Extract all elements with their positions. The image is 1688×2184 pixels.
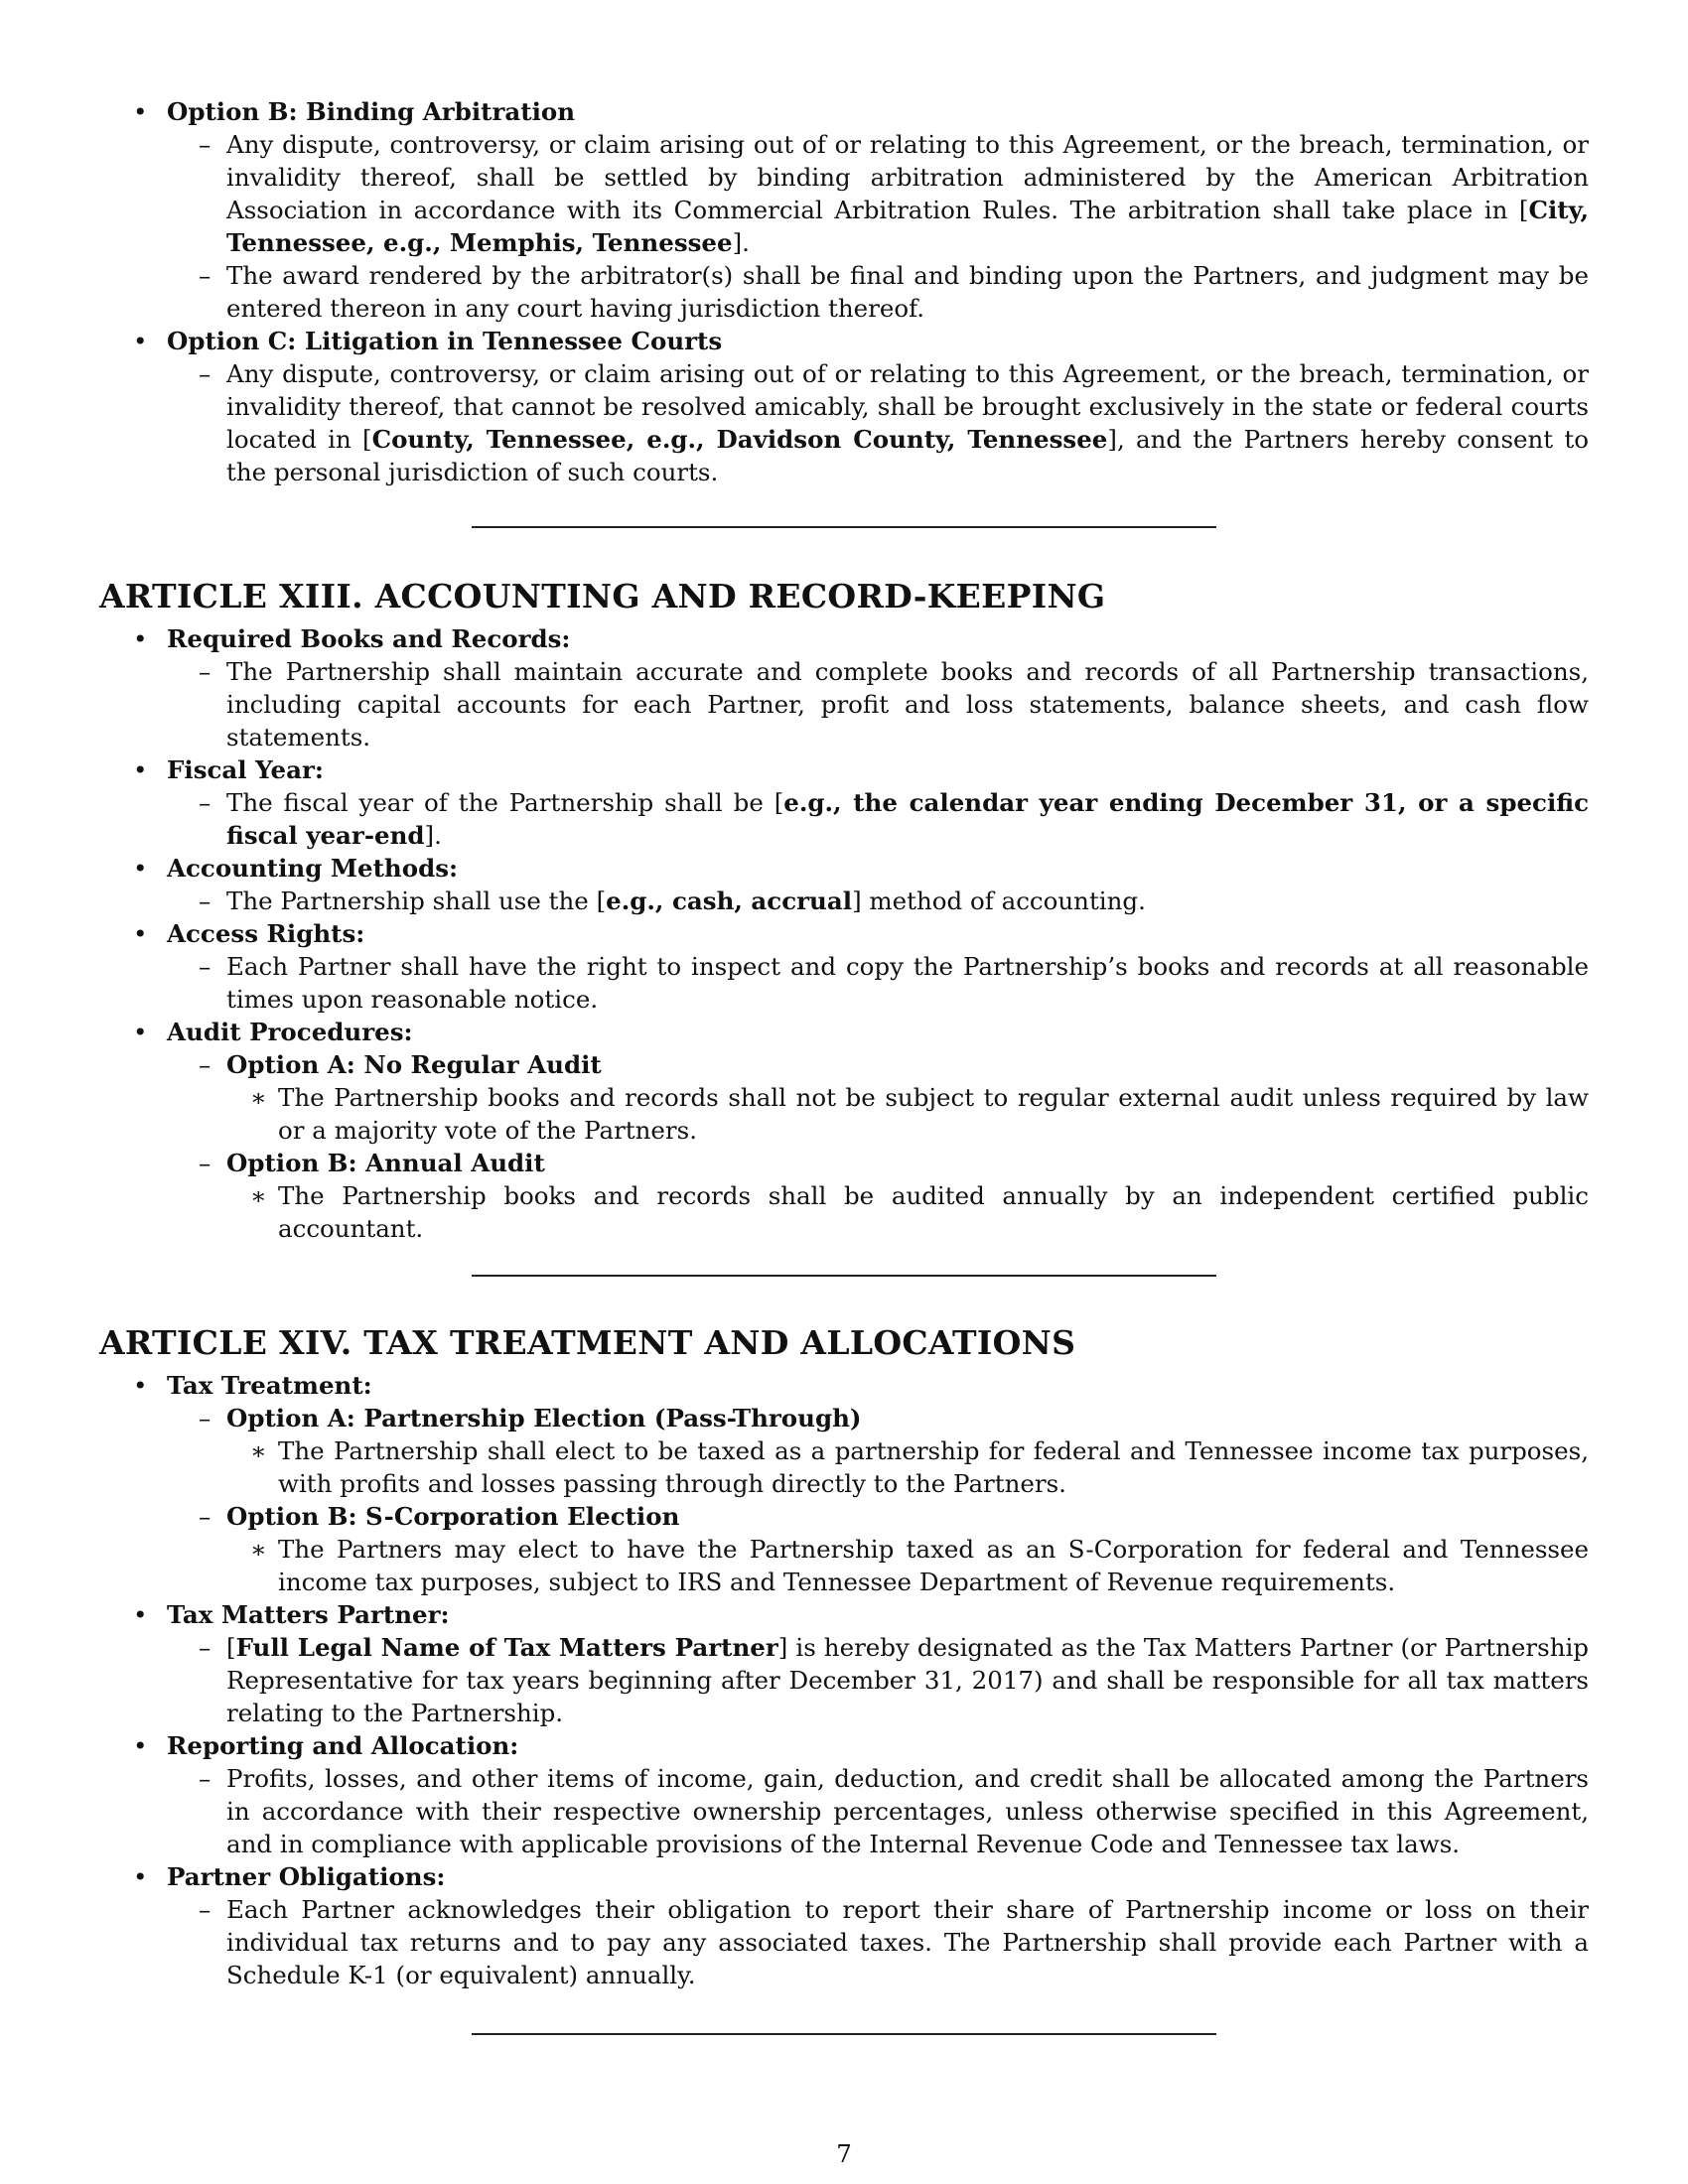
dash-marker: – [199,1895,211,1924]
bullet-marker: • [133,1371,148,1400]
item-title: Access Rights: [167,919,365,948]
dash-marker: – [199,1149,211,1177]
paragraph-text: Each Partner shall have the right to inspect and copy the Partnership’s books and records at all reasonable times upon reasonable notice. [226,952,1589,1014]
list-item [167,786,1589,852]
list-item [167,1893,1589,1991]
dash-marker: – [199,1404,211,1433]
bullet-marker: • [133,755,148,784]
paragraph-text: [Full Legal Name of Tax Matters Partner] is hereby designated as the Tax Matters Partner (or Partnership Representative for tax years beginning after December 31, 2017) and shall be responsible for all tax matters relating to the Partnership. [226,1633,1589,1727]
dash-marker: – [199,952,211,981]
article-heading: ARTICLE XIV. TAX TREATMENT AND ALLOCATIONS [99,1323,1076,1362]
list-item [99,1016,1589,1245]
bullet-marker: • [133,327,148,355]
bullet-marker: • [133,1018,148,1046]
section-divider [472,526,1216,528]
paragraph-text: The Partnership books and records shall be audited annually by an independent certified public accountant. [278,1181,1589,1243]
list-item [99,622,1589,753]
list-item [226,1179,1589,1245]
list-item [99,852,1589,917]
article-14-list [99,1369,1589,1991]
list-item [99,753,1589,852]
list-item [226,1434,1589,1500]
paragraph-text: The Partnership shall elect to be taxed as a partnership for federal and Tennessee income tax purposes, with profits and losses passing through directly to the Partners. [278,1436,1589,1498]
list-item [167,1631,1589,1729]
dash-marker: – [199,657,211,686]
item-title: Reporting and Allocation: [167,1731,519,1760]
item-title: Required Books and Records: [167,624,571,653]
list-item [99,1729,1589,1860]
bullet-marker: • [133,624,148,653]
list-item [99,95,1589,325]
dash-marker: – [199,1050,211,1079]
paragraph-text: The Partnership shall maintain accurate and complete books and records of all Partnership transactions, including capital accounts for each Partner, profit and loss statements, balance sheets, and cash flow statements. [226,657,1589,751]
list-item [99,917,1589,1016]
dash-marker: – [199,359,211,388]
bullet-marker: • [133,919,148,948]
list-item [99,325,1589,488]
option-b-arbitration-title: Option B: Binding Arbitration [167,97,576,126]
article-heading: ARTICLE XIII. ACCOUNTING AND RECORD-KEEPING [99,577,1106,615]
item-title: Audit Procedures: [167,1018,413,1046]
paragraph-text: The Partners may elect to have the Partnership taxed as an S-Corporation for federal and Tennessee income tax purposes, subject to IRS and Tennessee Department of Revenue requirements. [278,1535,1589,1596]
paragraph-text: The Partnership shall use the [e.g., cash, accrual] method of accounting. [226,887,1146,915]
list-item [167,1048,1589,1147]
option-title: Option B: S-Corporation Election [226,1502,680,1531]
item-title: Tax Matters Partner: [167,1600,450,1629]
item-title: Accounting Methods: [167,854,459,883]
dash-marker: – [199,887,211,915]
item-title: Partner Obligations: [167,1862,446,1891]
bullet-marker: • [133,1600,148,1629]
dash-marker: – [199,1502,211,1531]
dash-marker: – [199,261,211,290]
list-item [167,1147,1589,1245]
dispute-options-list [99,95,1589,488]
list-item [167,950,1589,1016]
list-item [167,1762,1589,1860]
list-item [167,1500,1589,1598]
paragraph-text: The award rendered by the arbitrator(s) shall be final and binding upon the Partners, and judgment may be entered thereon in any court having jurisdiction thereof. [226,261,1589,323]
bullet-marker: • [133,1731,148,1760]
article-13-list [99,622,1589,1245]
option-title: Option B: Annual Audit [226,1149,545,1177]
list-item [167,885,1589,917]
asterisk-marker: ∗ [250,1535,267,1564]
list-item [167,259,1589,325]
option-title: Option A: Partnership Election (Pass-Through) [226,1404,862,1433]
paragraph-text: The fiscal year of the Partnership shall be [e.g., the calendar year ending December 31, or a specific fiscal year-end]. [226,788,1589,850]
dash-marker: – [199,788,211,817]
document-page [99,95,1589,2035]
paragraph-text: Any dispute, controversy, or claim arising out of or relating to this Agreement, or the breach, termination, or invalidity thereof, shall be settled by binding arbitration administered by the American Arbitration Association in accordance with its Commercial Arbitration Rules. The arbitration shall take place in [City, Tennessee, e.g., Memphis, Tennessee]. [226,130,1589,257]
option-title: Option A: No Regular Audit [226,1050,602,1079]
list-item [167,128,1589,259]
item-title: Tax Treatment: [167,1371,372,1400]
paragraph-text: Any dispute, controversy, or claim arising out of or relating to this Agreement, or the breach, termination, or invalidity thereof, that cannot be resolved amicably, shall be brought exclusively in the state or federal courts located in [County, Tennessee, e.g., Davidson County, Tennessee], and the Partners hereby consent to the personal jurisdiction of such courts. [226,359,1589,486]
option-c-litigation-title: Option C: Litigation in Tennessee Courts [167,327,723,355]
list-item [167,1402,1589,1500]
item-title: Fiscal Year: [167,755,324,784]
list-item [99,1860,1589,1991]
paragraph-text: Profits, losses, and other items of income, gain, deduction, and credit shall be allocated among the Partners in accordance with their respective ownership percentages, unless otherwise specified in this Agreement, and in compliance with applicable provisions of the Internal Revenue Code and Tennessee tax laws. [226,1764,1589,1858]
list-item [226,1081,1589,1147]
list-item [167,357,1589,488]
bullet-marker: • [133,97,148,126]
section-divider [472,2033,1216,2035]
paragraph-text: Each Partner acknowledges their obligation to report their share of Partnership income or loss on their individual tax returns and to pay any associated taxes. The Partnership shall provide each Partner with a Schedule K-1 (or equivalent) annually. [226,1895,1589,1989]
asterisk-marker: ∗ [250,1083,267,1112]
list-item [167,655,1589,753]
dash-marker: – [199,1764,211,1793]
page-number: 7 [836,2139,852,2168]
list-item [99,1369,1589,1598]
bullet-marker: • [133,854,148,883]
list-item [99,1598,1589,1729]
list-item [226,1533,1589,1598]
paragraph-text: The Partnership books and records shall not be subject to regular external audit unless required by law or a majority vote of the Partners. [278,1083,1589,1145]
bullet-marker: • [133,1862,148,1891]
dash-marker: – [199,1633,211,1662]
section-divider [472,1275,1216,1277]
asterisk-marker: ∗ [250,1436,267,1465]
asterisk-marker: ∗ [250,1181,267,1210]
dash-marker: – [199,130,211,159]
